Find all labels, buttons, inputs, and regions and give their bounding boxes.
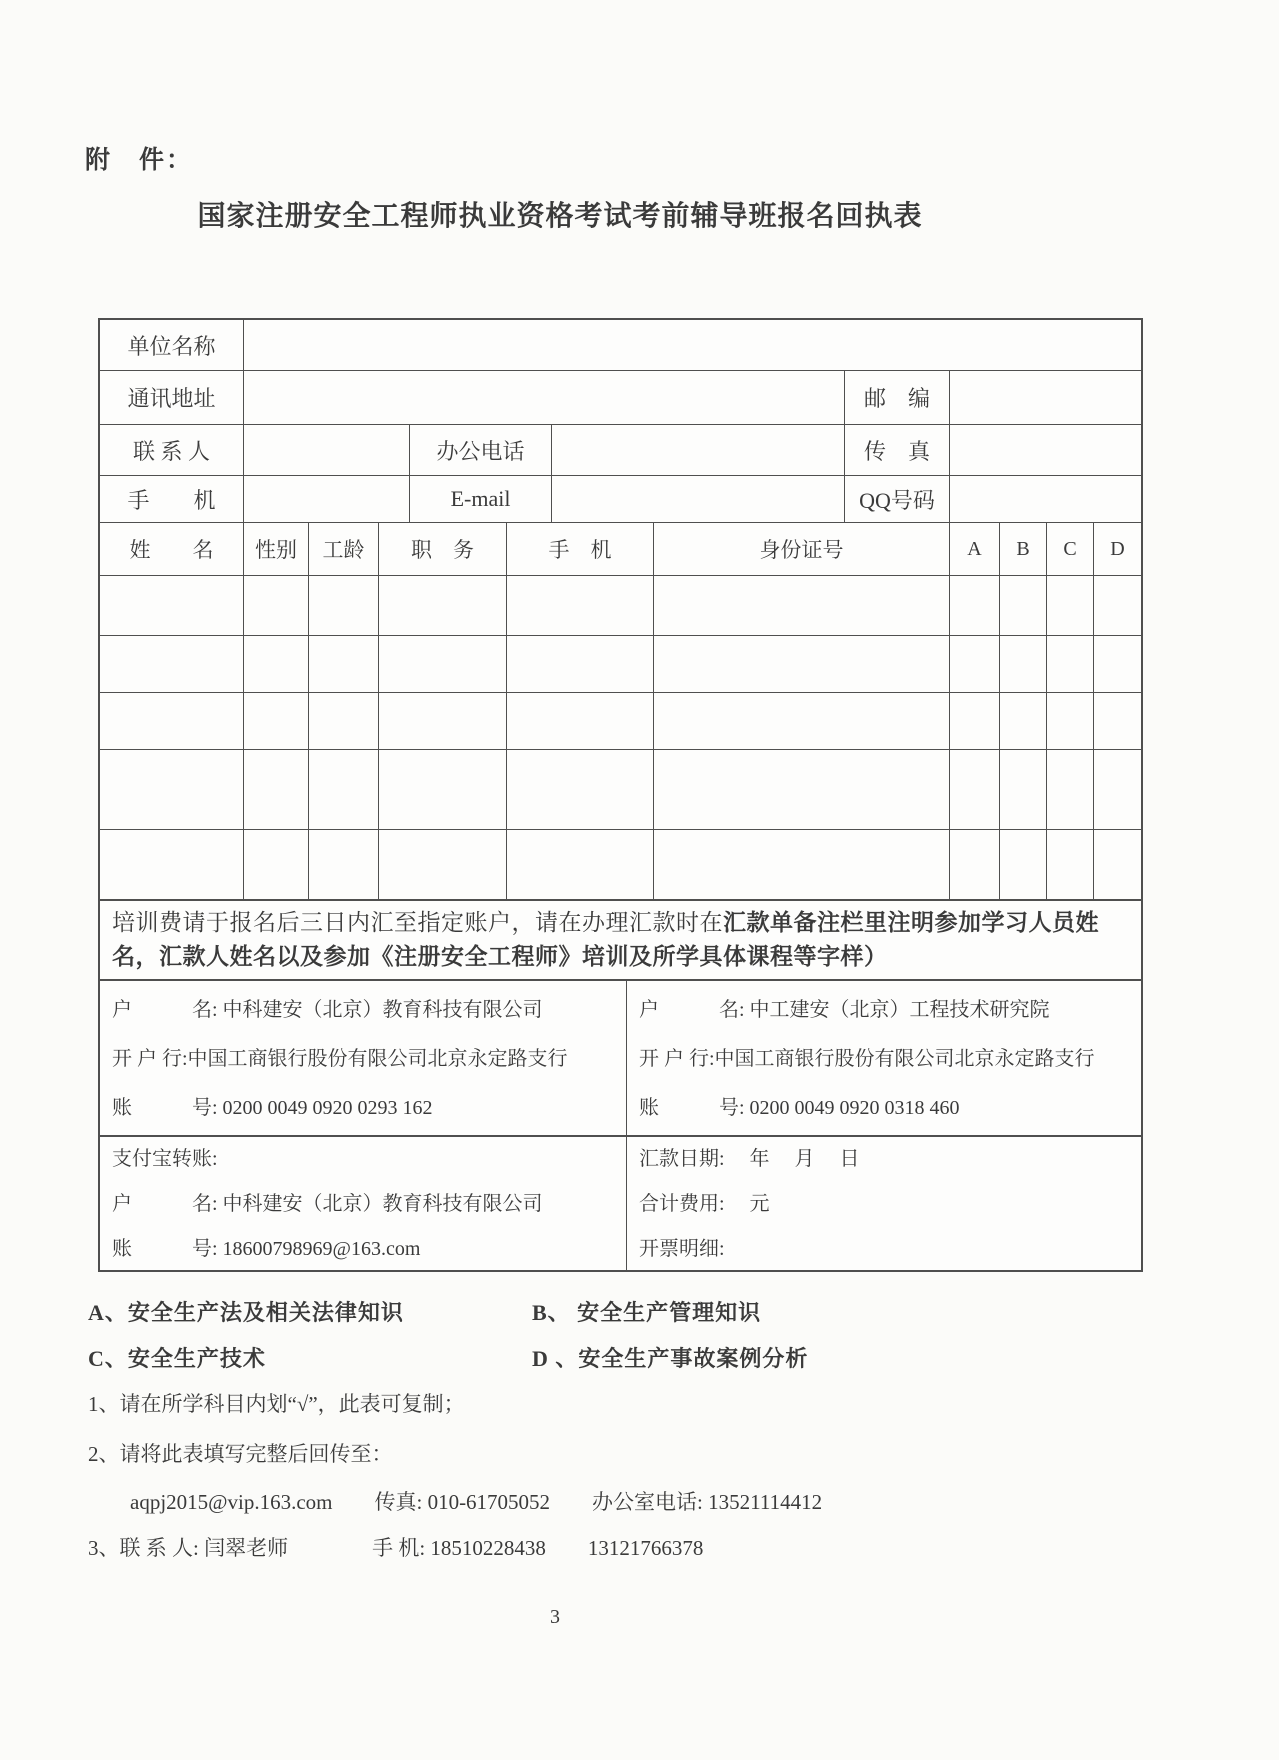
person-cell xyxy=(1094,636,1141,692)
header-gender: 性别 xyxy=(244,523,309,575)
person-cell xyxy=(379,693,507,749)
remit-date: 汇款日期: 年 月 日 xyxy=(639,1148,860,1170)
payment-notice-row xyxy=(100,899,1141,979)
person-cell xyxy=(100,693,244,749)
person-cell xyxy=(100,750,244,829)
person-cell xyxy=(1047,636,1094,692)
person-cell xyxy=(1000,830,1047,899)
qq-value xyxy=(950,476,1141,522)
person-cell xyxy=(654,750,950,829)
header-id-number: 身份证号 xyxy=(654,523,950,575)
bank-right-account-name: 户 名: 中工建安（北京）工程技术研究院 xyxy=(639,999,1050,1021)
person-empty-row xyxy=(100,829,1141,899)
bank-right-account-number: 账 号: 0200 0049 0920 0318 460 xyxy=(639,1097,960,1119)
mobile-row xyxy=(100,475,1141,522)
person-cell xyxy=(244,576,309,635)
unit-name-label: 单位名称 xyxy=(100,320,244,370)
attachment-label: 附 件： xyxy=(85,147,194,174)
page-number: 3 xyxy=(550,1606,560,1628)
bank-account-left xyxy=(100,981,627,1135)
person-cell xyxy=(1047,830,1094,899)
header-subject-c: C xyxy=(1047,523,1094,575)
person-cell xyxy=(244,830,309,899)
mobile-value xyxy=(244,476,410,522)
person-cell xyxy=(950,636,1000,692)
postcode-value xyxy=(950,371,1141,424)
contact-value xyxy=(244,425,410,475)
alipay-title: 支付宝转账: xyxy=(112,1148,218,1170)
bank-account-right xyxy=(627,981,1141,1135)
postcode-label: 邮 编 xyxy=(845,371,950,424)
person-cell xyxy=(654,576,950,635)
person-cell xyxy=(100,830,244,899)
bank-right-bank-name: 开 户 行:中国工商银行股份有限公司北京永定路支行 xyxy=(639,1048,1095,1070)
header-position: 职 务 xyxy=(379,523,507,575)
person-cell xyxy=(654,830,950,899)
person-cell xyxy=(100,636,244,692)
address-label: 通讯地址 xyxy=(100,371,244,424)
unit-name-value xyxy=(244,320,1141,370)
note-1: 1、请在所学科目内划“√”，此表可复制； xyxy=(88,1392,465,1416)
person-cell xyxy=(1047,693,1094,749)
person-cell xyxy=(654,693,950,749)
payment-notice xyxy=(100,901,1141,979)
fax-value xyxy=(950,425,1141,475)
bank-left-bank-name: 开 户 行:中国工商银行股份有限公司北京永定路支行 xyxy=(112,1048,568,1070)
person-cell xyxy=(244,693,309,749)
person-cell xyxy=(309,576,379,635)
person-cell xyxy=(244,636,309,692)
unit-name-row xyxy=(100,320,1141,370)
person-cell xyxy=(950,830,1000,899)
note-3: 3、联 系 人: 闫翠老师 手 机: 18510228438 13121766378 xyxy=(88,1536,704,1560)
bank-accounts-row xyxy=(100,979,1141,1135)
person-table-header-row xyxy=(100,522,1141,575)
header-seniority: 工龄 xyxy=(309,523,379,575)
person-cell xyxy=(654,636,950,692)
person-cell xyxy=(950,693,1000,749)
person-cell xyxy=(379,830,507,899)
person-cell xyxy=(1094,750,1141,829)
subject-b-legend: B、 安全生产管理知识 xyxy=(532,1300,762,1325)
alipay-remit-row xyxy=(100,1135,1141,1270)
person-empty-rows xyxy=(100,575,1141,899)
person-cell xyxy=(309,636,379,692)
alipay-account-number: 账 号: 18600798969@163.com xyxy=(112,1238,421,1260)
office-phone-label: 办公电话 xyxy=(410,425,552,475)
person-empty-row xyxy=(100,635,1141,692)
bank-left-account-number: 账 号: 0200 0049 0920 0293 162 xyxy=(112,1097,433,1119)
person-cell xyxy=(309,750,379,829)
person-empty-row xyxy=(100,749,1141,829)
person-cell xyxy=(244,750,309,829)
subject-c-legend: C、安全生产技术 xyxy=(88,1346,266,1371)
person-cell xyxy=(1000,576,1047,635)
header-mobile: 手 机 xyxy=(507,523,654,575)
header-subject-a: A xyxy=(950,523,1000,575)
payment-notice-bold: 汇款单备注栏里注明参加学习人员姓名，汇款人姓名以及参加《注册安全工程师》培训及所学具体课程等字样） xyxy=(112,910,1099,969)
person-cell xyxy=(950,750,1000,829)
person-cell xyxy=(100,576,244,635)
person-cell xyxy=(1000,636,1047,692)
person-cell xyxy=(507,830,654,899)
person-cell xyxy=(379,576,507,635)
person-cell xyxy=(507,693,654,749)
person-cell xyxy=(379,636,507,692)
person-cell xyxy=(507,576,654,635)
person-cell xyxy=(1047,576,1094,635)
person-cell xyxy=(1094,693,1141,749)
email-value xyxy=(552,476,845,522)
person-cell xyxy=(507,636,654,692)
remit-invoice: 开票明细: xyxy=(639,1238,725,1260)
header-name: 姓 名 xyxy=(100,523,244,575)
person-cell xyxy=(309,830,379,899)
qq-label: QQ号码 xyxy=(845,476,950,522)
note-2: 2、请将此表填写完整后回传至： xyxy=(88,1442,393,1466)
office-phone-value xyxy=(552,425,845,475)
alipay-account xyxy=(100,1137,627,1270)
page-title: 国家注册安全工程师执业资格考试考前辅导班报名回执表 xyxy=(197,201,923,232)
header-subject-b: B xyxy=(1000,523,1047,575)
address-value xyxy=(244,371,845,424)
person-cell xyxy=(1000,693,1047,749)
person-cell xyxy=(507,750,654,829)
mobile-label: 手 机 xyxy=(100,476,244,522)
contact-label: 联 系 人 xyxy=(100,425,244,475)
header-subject-d: D xyxy=(1110,537,1125,560)
email-label: E-mail xyxy=(410,476,552,522)
person-cell xyxy=(1094,576,1141,635)
person-cell xyxy=(1047,750,1094,829)
bank-left-account-name: 户 名: 中科建安（北京）教育科技有限公司 xyxy=(112,999,543,1021)
registration-form-table xyxy=(98,318,1143,1272)
payment-notice-regular: 培训费请于报名后三日内汇至指定账户，请在办理汇款时在 xyxy=(112,910,723,935)
person-cell xyxy=(309,693,379,749)
remittance-info xyxy=(627,1137,1141,1270)
fax-label: 传 真 xyxy=(845,425,950,475)
person-empty-row xyxy=(100,575,1141,635)
person-cell xyxy=(379,750,507,829)
note-contact-line: aqpj2015@vip.163.com 传真: 010-61705052 办公室电话: 13521114412 xyxy=(130,1490,823,1514)
alipay-account-name: 户 名: 中科建安（北京）教育科技有限公司 xyxy=(112,1193,543,1215)
address-row xyxy=(100,370,1141,424)
person-cell xyxy=(1094,830,1141,899)
subject-a-legend: A、安全生产法及相关法律知识 xyxy=(88,1300,404,1325)
person-empty-row xyxy=(100,692,1141,749)
subject-d-legend: D 、安全生产事故案例分析 xyxy=(532,1346,809,1371)
person-cell xyxy=(950,576,1000,635)
person-cell xyxy=(1000,750,1047,829)
contact-row xyxy=(100,424,1141,475)
remit-total: 合计费用: 元 xyxy=(639,1193,770,1215)
